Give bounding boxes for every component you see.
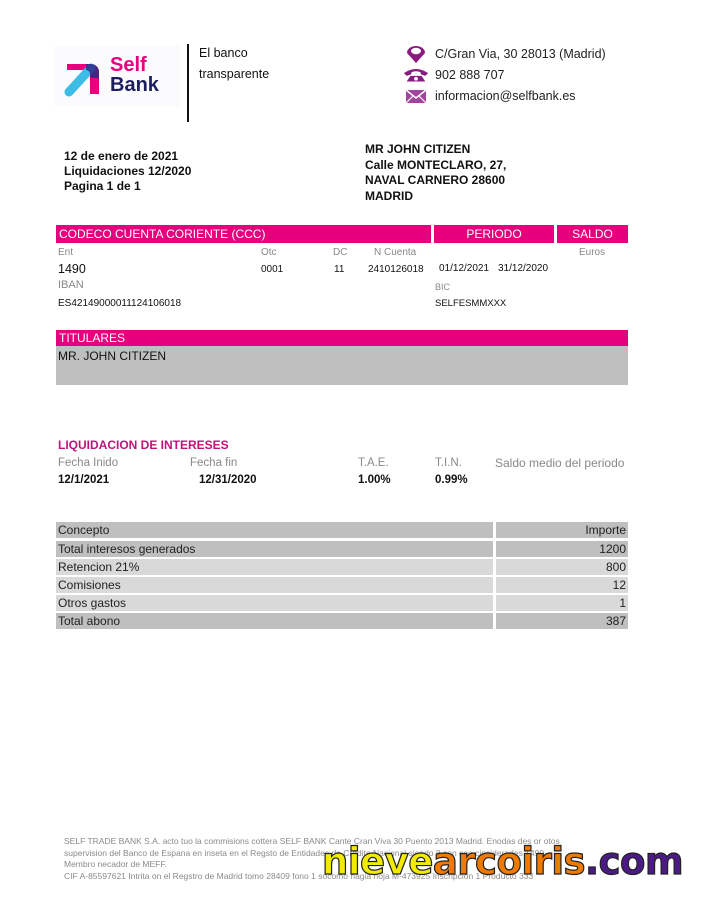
tagline-line-2: transparente bbox=[199, 67, 270, 81]
tae-value: 1.00% bbox=[358, 474, 391, 486]
statement-info bbox=[64, 149, 191, 194]
fecha-fin-label: Fecha fin bbox=[190, 457, 238, 469]
ccc-header: CODECO CUENTA CORIENTE (CCC) bbox=[56, 225, 431, 243]
euros-label: Euros bbox=[579, 247, 606, 258]
address-text: C/Gran Via, 30 28013 (Madrid) bbox=[435, 47, 606, 61]
logo-wordmark bbox=[110, 55, 159, 95]
dc-value: 11 bbox=[334, 264, 345, 275]
bic-value: SELFESMMXXX bbox=[435, 298, 507, 309]
bic-label: BIC bbox=[435, 282, 451, 292]
header-divider bbox=[187, 44, 189, 122]
recipient-street: Calle MONTECLARO, 27, bbox=[365, 157, 507, 172]
email-link[interactable]: informacion@selfbank.es bbox=[435, 89, 576, 103]
liquidacion-title: LIQUIDACION DE INTERESES bbox=[58, 438, 229, 452]
logo-bank: Bank bbox=[110, 74, 159, 96]
table-row bbox=[56, 595, 628, 611]
table-row bbox=[56, 577, 628, 593]
n-cuenta-label: N Cuenta bbox=[374, 247, 417, 258]
self-bank-logo-icon bbox=[63, 56, 105, 98]
otc-label: Otc bbox=[261, 247, 277, 258]
fecha-inicio-label: Fecha Inido bbox=[58, 457, 119, 469]
footer-line: CIF A-85597621 Intrita on el Regstro de Madrid tomo 28409 fono 1 socomo hagia hoja M-473925 Inscripcion 1 Producto 333 bbox=[64, 870, 534, 881]
tin-value: 0.99% bbox=[435, 474, 468, 486]
n-cuenta-value: 2410126018 bbox=[368, 264, 424, 275]
concepto-cell: Comisiones bbox=[56, 577, 493, 593]
statement-liquidation: Liquidaciones 12/2020 bbox=[64, 164, 192, 178]
recipient-address bbox=[365, 142, 506, 204]
watermark-part-3: .com bbox=[585, 840, 684, 883]
otc-value: 0001 bbox=[261, 264, 284, 275]
saldo-header: SALDO bbox=[557, 225, 628, 243]
periodo-header: PERIODO bbox=[434, 225, 554, 243]
telephone-icon bbox=[403, 66, 429, 84]
concepto-cell: Total interesos generados bbox=[56, 541, 493, 557]
importe-cell: 1200 bbox=[496, 541, 628, 557]
table-header-row bbox=[56, 522, 628, 538]
tae-label: T.A.E. bbox=[358, 457, 389, 469]
concepto-cell: Otros gastos bbox=[56, 595, 493, 611]
tin-label: T.I.N. bbox=[435, 457, 462, 469]
watermark bbox=[322, 838, 683, 886]
table-row-total bbox=[56, 613, 628, 629]
footer-line: SELF TRADE BANK S.A. acto tuo la commisions cottera SELF BANK Cante Cran Viva 30 Puento 2013 Madrid. Enodas des or otos bbox=[64, 836, 560, 846]
phone-link[interactable]: 902 888 707 bbox=[435, 68, 505, 82]
periodo-end-value: 31/12/2020 bbox=[498, 263, 549, 274]
dc-label: DC bbox=[333, 247, 348, 258]
fecha-inicio-value: 12/1/2021 bbox=[58, 474, 110, 486]
recipient-region: MADRID bbox=[365, 188, 413, 203]
recipient-city: NAVAL CARNERO 28600 bbox=[365, 173, 506, 187]
table-row bbox=[56, 541, 628, 557]
watermark-part-2: arcoiris bbox=[432, 840, 586, 883]
envelope-icon bbox=[403, 87, 429, 105]
footer-line: supervision del Banco de Espana en inseta en el Regsto de Entidades de Credito Nacional siendo 8 con coo ciosiderades 1490 bbox=[64, 847, 545, 858]
logo-self: Self bbox=[110, 54, 147, 76]
iban-value: ES42149000011124106018 bbox=[58, 298, 182, 309]
statement-page: Pagina 1 de 1 bbox=[64, 179, 141, 193]
saldo-medio-label: Saldo medio del periodo bbox=[495, 456, 625, 470]
table-row bbox=[56, 559, 628, 575]
titular-name: MR. JOHN CITIZEN bbox=[58, 349, 166, 363]
fecha-fin-value: 12/31/2020 bbox=[199, 474, 257, 486]
iban-label: IBAN bbox=[58, 279, 84, 291]
contact-email bbox=[403, 86, 576, 106]
importe-header: Importe bbox=[496, 522, 628, 538]
location-pin-icon bbox=[403, 45, 429, 63]
contact-phone bbox=[403, 65, 505, 85]
titulares-header: TITULARES bbox=[56, 330, 628, 347]
importe-cell: 387 bbox=[496, 613, 628, 629]
concepto-cell: Total abono bbox=[56, 613, 493, 629]
concepto-cell: Retencion 21% bbox=[56, 559, 493, 575]
tagline-line-1: El banco bbox=[199, 46, 248, 60]
contact-address bbox=[403, 44, 606, 64]
periodo-start-value: 01/12/2021 bbox=[439, 263, 490, 274]
ent-value: 1490 bbox=[58, 262, 86, 276]
statement-date: 12 de enero de 2021 bbox=[64, 149, 179, 163]
ent-label: Ent bbox=[58, 247, 74, 258]
watermark-part-1: nieve bbox=[322, 840, 433, 883]
importe-cell: 800 bbox=[496, 559, 628, 575]
importe-cell: 1 bbox=[496, 595, 628, 611]
recipient-name: MR JOHN CITIZEN bbox=[365, 142, 471, 156]
footer-line: Membro necador de MEFF. bbox=[64, 859, 167, 869]
importe-cell: 12 bbox=[496, 577, 628, 593]
concepto-header: Concepto bbox=[56, 522, 493, 538]
